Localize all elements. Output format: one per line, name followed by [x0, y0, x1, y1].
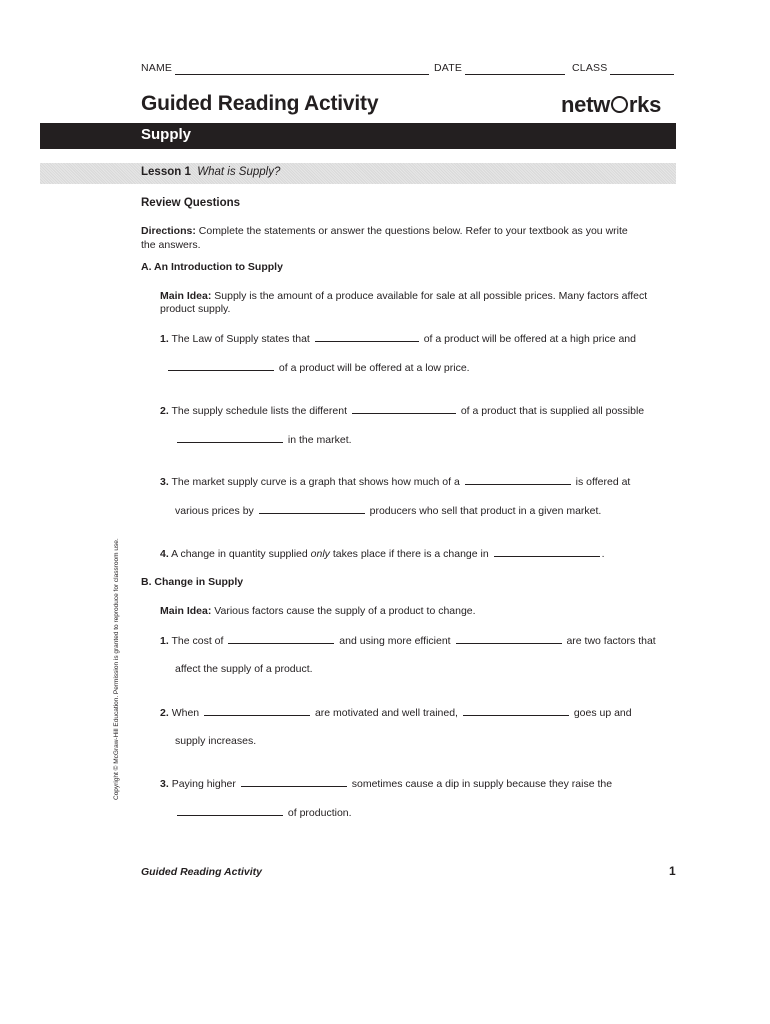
- answer-blank[interactable]: [204, 705, 310, 716]
- answer-blank[interactable]: [177, 432, 283, 443]
- logo-globe-icon: [611, 96, 628, 113]
- answer-blank[interactable]: [241, 776, 347, 787]
- answer-blank[interactable]: [168, 360, 274, 371]
- copyright-notice: Copyright © McGraw-Hill Education. Permission is granted to reproduce for classroom use.: [113, 538, 120, 800]
- b-question-1: 1. The cost of and using more efficient are two factors that: [160, 635, 656, 647]
- answer-blank[interactable]: [177, 805, 283, 816]
- b-question-3-cont: of production.: [175, 805, 352, 820]
- class-field[interactable]: [610, 74, 674, 75]
- lesson-bar: [40, 163, 676, 184]
- a-question-3-cont: various prices by producers who sell that product in a given market.: [175, 505, 602, 517]
- b-question-1-cont: affect the supply of a product.: [175, 663, 313, 675]
- unit-title-bar: [40, 123, 676, 149]
- a-question-3: 3. The market supply curve is a graph that shows how much of a is offered at: [160, 476, 631, 488]
- directions: Directions: Complete the statements or answer the questions below. Refer to your textbook as you write: [141, 225, 628, 237]
- answer-blank[interactable]: [456, 633, 562, 644]
- b-question-2-cont: supply increases.: [175, 735, 257, 747]
- class-label: CLASS: [572, 62, 608, 74]
- section-a-heading: A. An Introduction to Supply: [141, 261, 283, 273]
- a-question-1-cont: of a product will be offered at a low price.: [166, 360, 470, 375]
- unit-title: Supply: [141, 126, 192, 143]
- a-question-2-cont: in the market.: [175, 432, 352, 447]
- b-question-2: 2. When are motivated and well trained, goes up and: [160, 707, 632, 719]
- section-b-main-idea: Main Idea: Various factors cause the supply of a product to change.: [160, 605, 476, 617]
- section-a-main-idea-cont: product supply.: [160, 303, 231, 315]
- section-a-main-idea: Main Idea: Supply is the amount of a produce available for sale at all possible prices. Many factors affect: [160, 290, 648, 302]
- answer-blank[interactable]: [494, 546, 600, 557]
- a-question-1: 1. The Law of Supply states that of a product will be offered at a high price and: [160, 333, 636, 345]
- name-label: NAME: [141, 62, 173, 74]
- answer-blank[interactable]: [259, 503, 365, 514]
- a-question-2: 2. The supply schedule lists the different of a product that is supplied all possible: [160, 405, 645, 417]
- date-field[interactable]: [465, 74, 565, 75]
- networks-logo: netw rks: [561, 92, 662, 117]
- answer-blank[interactable]: [463, 705, 569, 716]
- review-heading: Review Questions: [141, 197, 241, 209]
- answer-blank[interactable]: [465, 474, 571, 485]
- footer-title: Guided Reading Activity: [141, 866, 262, 878]
- page-title: Guided Reading Activity: [141, 92, 379, 115]
- date-label: DATE: [434, 62, 463, 74]
- lesson-title: Lesson 1 What is Supply?: [141, 166, 281, 178]
- a-question-4: 4. A change in quantity supplied only takes place if there is a change in .: [160, 548, 605, 560]
- directions-cont: the answers.: [141, 239, 201, 251]
- answer-blank[interactable]: [315, 331, 419, 342]
- name-field[interactable]: [175, 74, 429, 75]
- answer-blank[interactable]: [228, 633, 334, 644]
- page-number: 1: [669, 864, 676, 878]
- answer-blank[interactable]: [352, 403, 456, 414]
- section-b-heading: B. Change in Supply: [141, 576, 244, 588]
- b-question-3: 3. Paying higher sometimes cause a dip in supply because they raise the: [160, 778, 613, 790]
